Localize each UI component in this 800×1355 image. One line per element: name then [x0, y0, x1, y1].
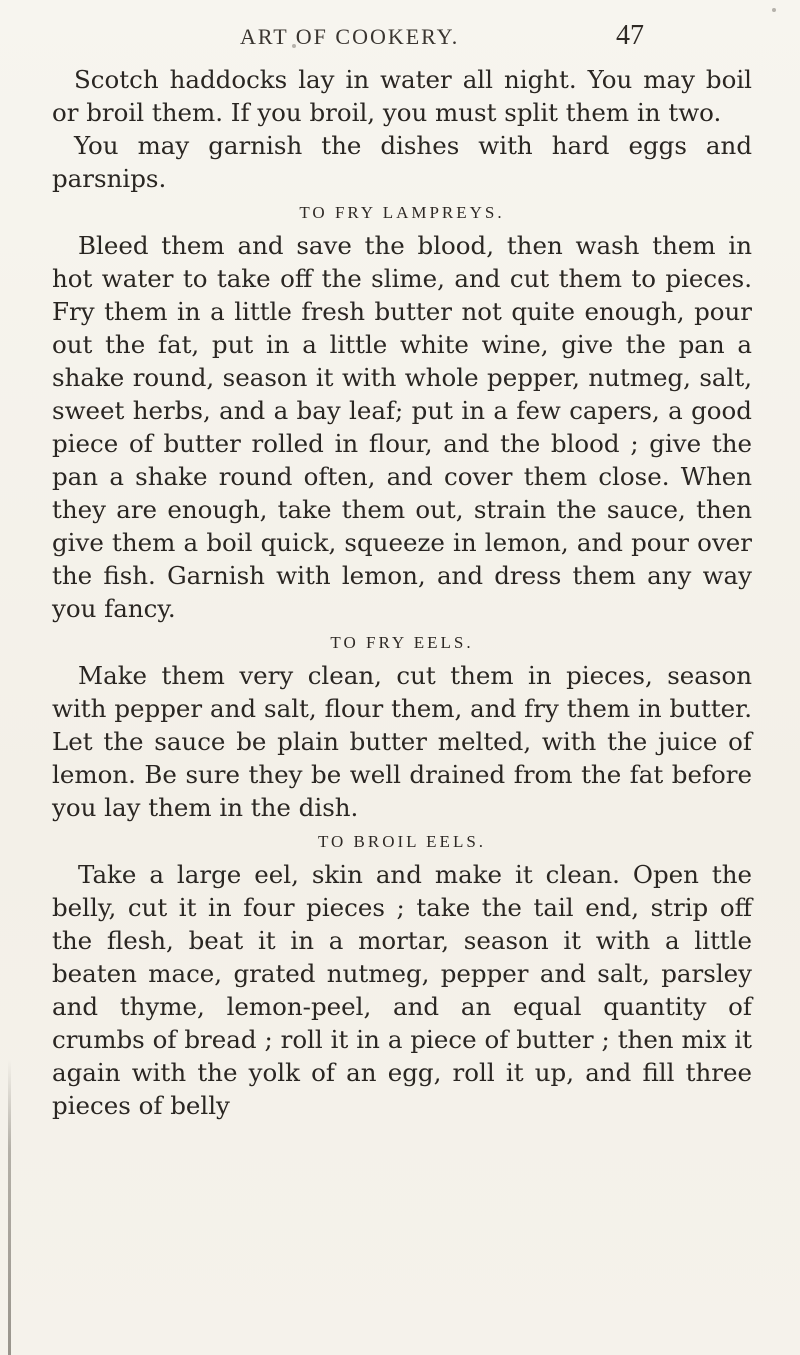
paragraph-garnish: You may garnish the dishes with hard eggs and parsnips. [52, 131, 752, 193]
paragraph-fry-lampreys: Bleed them and save the blood, then wash them in hot water to take off the slime, and cut them to pieces. Fry them in a little fresh butter not quite enough, pour out the fat, put in a little white wine, give the pan a shake round, season it with whole pepper, nutmeg, salt, sweet herbs, and a bay leaf; put in a few capers, a good piece of butter rolled in flour, and the blood ; give the pan a shake round often, and cover them close. When they are enough, take them out, strain the sauce, then give them a boil quick, squeeze in lemon, and pour over the fish. Garnish with lemon, and dress them any way you fancy. [52, 231, 752, 623]
heading-fry-lampreys: TO FRY LAMPREYS. [299, 203, 505, 222]
paragraph-fry-eels: Make them very clean, cut them in pieces, season with pepper and salt, flour them, and fry them in butter. Let the sauce be plain butter melted, with the juice of lemon. Be sure they be well drained from the fat before you lay them in the dish. [52, 661, 752, 822]
binding-shadow [8, 1060, 11, 1355]
page-number: 47 [616, 20, 644, 51]
paper-speck [772, 8, 776, 12]
body-text [52, 63, 752, 1122]
page-header [0, 20, 800, 56]
paper-speck [292, 44, 296, 48]
paragraph-haddocks: Scotch haddocks lay in water all night. You may boil or broil them. If you broil, you must split them in two. [52, 65, 752, 127]
paragraph-broil-eels: Take a large eel, skin and make it clean. Open the belly, cut it in four pieces ; take the tail end, strip off the flesh, beat it in a mortar, season it with a little beaten mace, grated nutmeg, pepper and salt, parsley and thyme, lemon-peel, and an equal quantity of crumbs of bread ; roll it in a piece of butter ; then mix it again with the yolk of an egg, roll it up, and fill three pieces of belly [52, 860, 752, 1120]
running-head: ART OF COOKERY. [240, 24, 460, 49]
heading-broil-eels: TO BROIL EELS. [317, 832, 487, 851]
heading-fry-eels: TO FRY EELS. [330, 633, 474, 652]
